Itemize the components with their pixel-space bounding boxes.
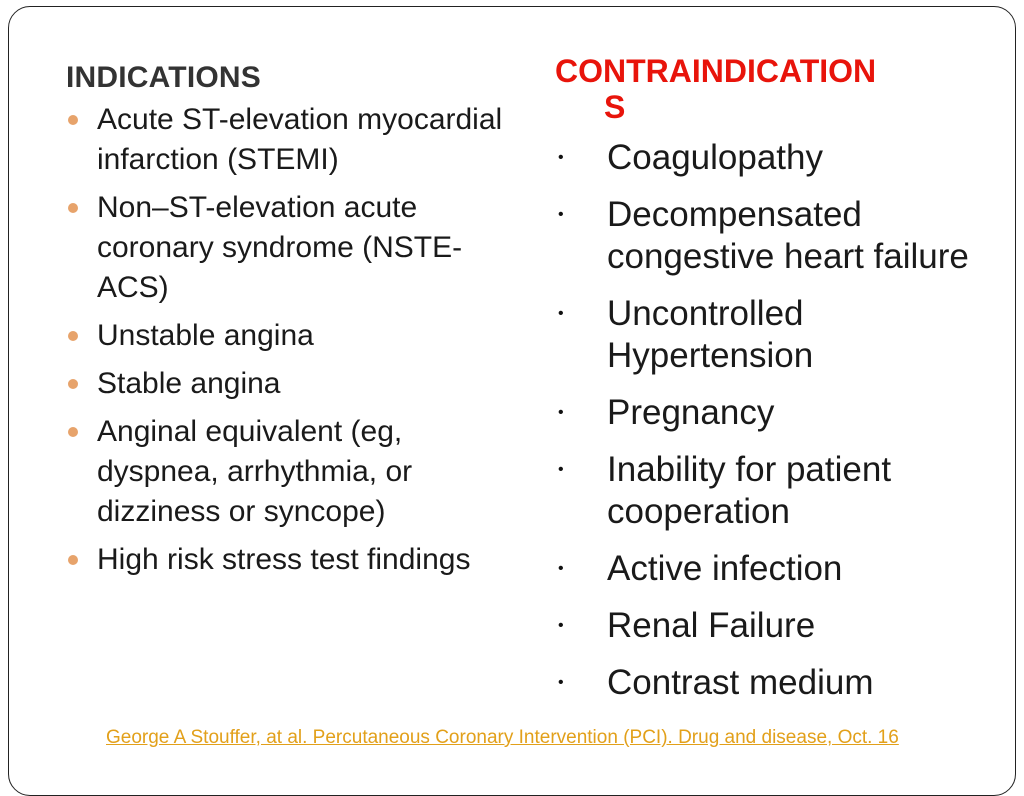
indication-text: Non–ST-elevation acute coronary syndrome (NSTE-ACS): [97, 191, 463, 304]
contraindication-text: Decompensated congestive heart failure: [607, 195, 969, 276]
list-item: [66, 188, 506, 308]
list-item: [66, 412, 506, 532]
list-item: [66, 100, 506, 180]
list-item: [555, 392, 975, 434]
list-item: [555, 293, 975, 377]
contraindications-list: [555, 137, 975, 704]
indication-text: Anginal equivalent (eg, dyspnea, arrhythmia, or dizziness or syncope): [97, 415, 413, 528]
bullet-dot-icon: •: [558, 404, 564, 421]
contraindication-text: Uncontrolled Hypertension: [607, 294, 814, 375]
citation-link[interactable]: George A Stouffer, at al. Percutaneous Coronary Intervention (PCI). Drug and disease, Oct. 16: [106, 727, 899, 748]
list-item: [555, 194, 975, 278]
indication-text: High risk stress test findings: [97, 543, 471, 576]
bullet-dot-icon: [68, 427, 78, 437]
indication-text: Acute ST-elevation myocardial infarction (STEMI): [97, 103, 503, 176]
indication-text: Unstable angina: [97, 319, 314, 352]
bullet-dot-icon: •: [558, 560, 564, 577]
list-item: [66, 364, 506, 404]
bullet-dot-icon: •: [558, 149, 564, 166]
list-item: [66, 316, 506, 356]
bullet-dot-icon: [68, 555, 78, 565]
bullet-dot-icon: •: [558, 305, 564, 322]
list-item: [555, 662, 975, 704]
list-item: [555, 548, 975, 590]
contraindications-heading-line1: CONTRAINDICATION: [555, 53, 877, 89]
list-item: [555, 605, 975, 647]
indications-column: [66, 56, 506, 588]
bullet-dot-icon: •: [558, 206, 564, 223]
bullet-dot-icon: [68, 115, 78, 125]
contraindications-column: [555, 53, 975, 719]
indication-text: Stable angina: [97, 367, 281, 400]
list-item: [555, 449, 975, 533]
bullet-dot-icon: [68, 203, 78, 213]
contraindication-text: Active infection: [607, 549, 843, 588]
bullet-dot-icon: •: [558, 674, 564, 691]
contraindication-text: Pregnancy: [607, 393, 775, 432]
bullet-dot-icon: •: [558, 461, 564, 478]
bullet-dot-icon: [68, 331, 78, 341]
indications-list: [66, 100, 506, 580]
list-item: [66, 540, 506, 580]
contraindication-text: Inability for patient cooperation: [607, 450, 892, 531]
contraindications-heading-line2: S: [604, 89, 626, 125]
contraindication-text: Renal Failure: [607, 606, 816, 645]
list-item: [555, 137, 975, 179]
indications-heading: INDICATIONS: [66, 61, 261, 94]
contraindications-heading: [555, 53, 965, 125]
contraindication-text: Contrast medium: [607, 663, 874, 702]
bullet-dot-icon: •: [558, 617, 564, 634]
bullet-dot-icon: [68, 379, 78, 389]
contraindication-text: Coagulopathy: [607, 138, 823, 177]
